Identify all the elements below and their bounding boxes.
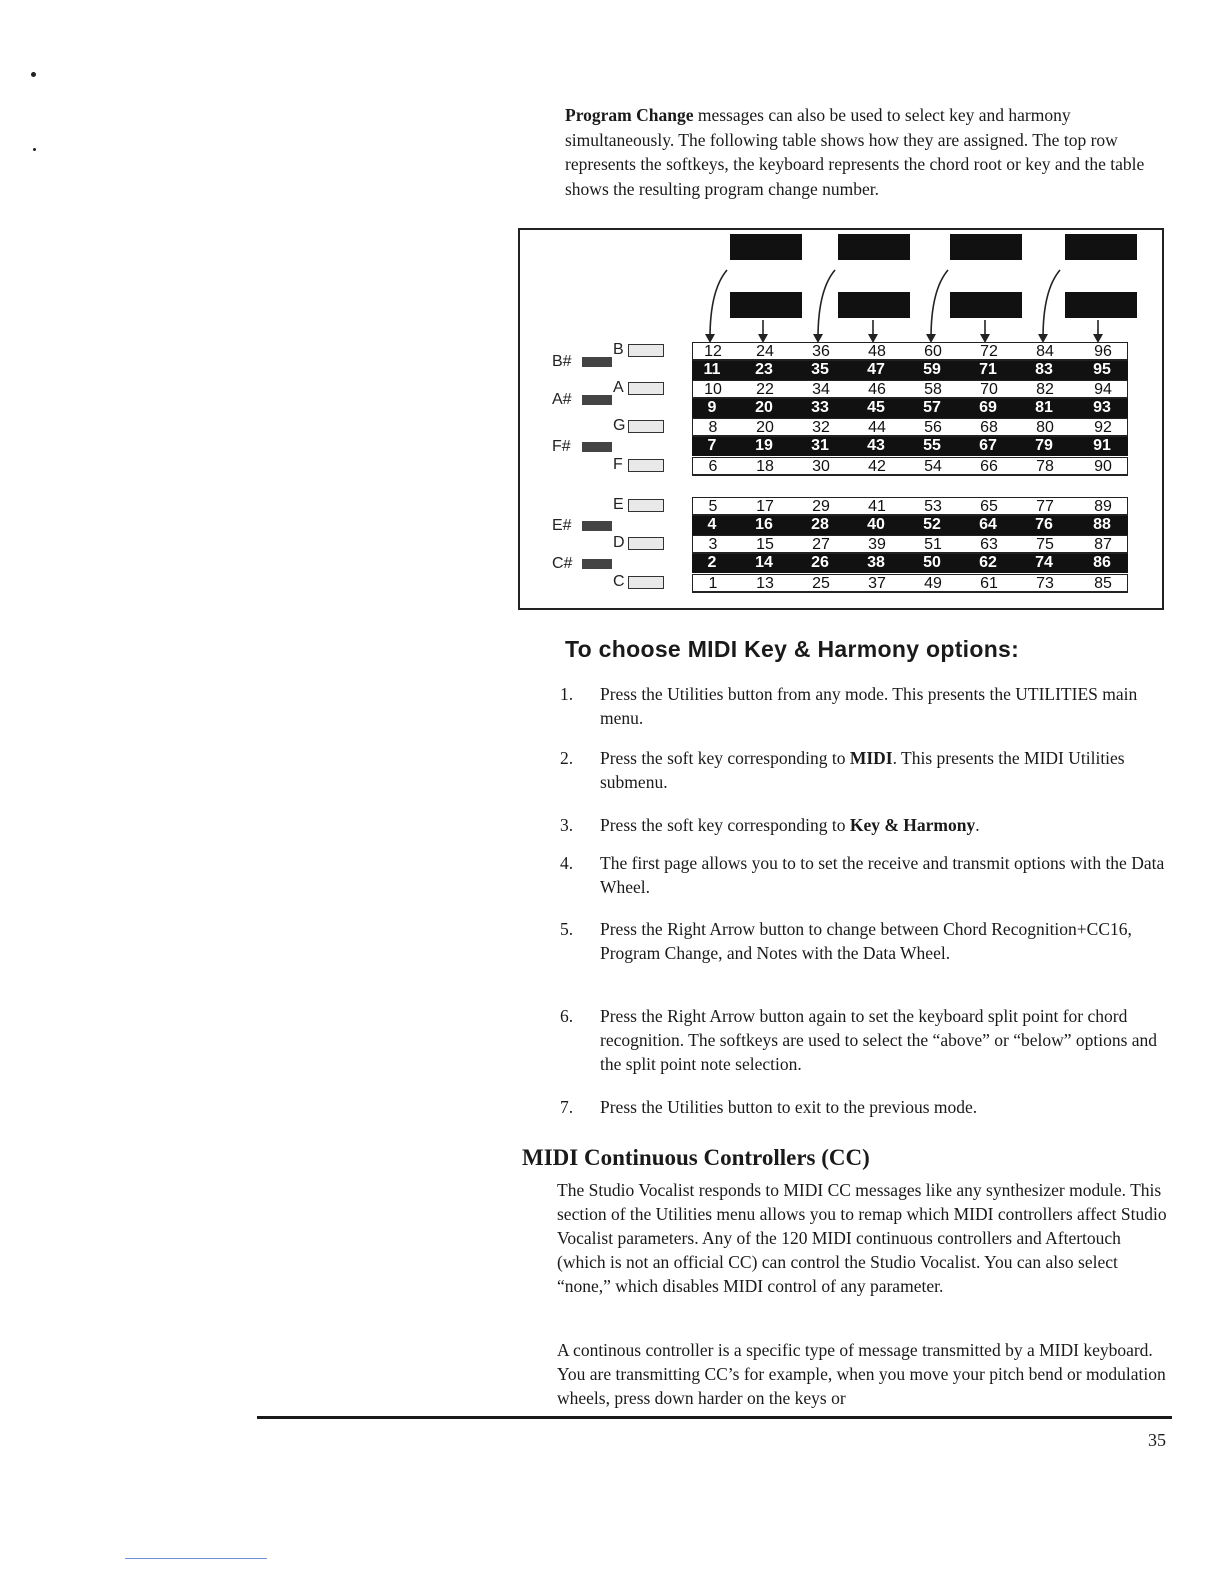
program-number: 54 — [924, 458, 942, 475]
body-paragraph: A continous controller is a specific type of message transmitted by a MIDI keyboard. You are transmitting CC’s for example, when you move your pitch bend or modulation wheels, press down harder on the keys or — [557, 1340, 1166, 1408]
program-number: 48 — [868, 343, 886, 360]
program-number: 49 — [924, 575, 942, 592]
table-row — [692, 497, 1128, 516]
program-number: 96 — [1094, 343, 1112, 360]
black-key — [582, 395, 612, 405]
key-label: E — [613, 496, 624, 513]
program-number: 53 — [924, 498, 942, 515]
program-number: 68 — [980, 419, 998, 436]
program-number: 67 — [979, 437, 997, 454]
program-number: 92 — [1094, 419, 1112, 436]
program-number: 77 — [1036, 498, 1054, 515]
step-number: 5. — [560, 919, 574, 939]
step-text: Press the Utilities button from any mode. This presents the UTILITIES main menu. — [600, 684, 1138, 728]
program-number: 38 — [867, 554, 885, 571]
program-number: 89 — [1094, 498, 1112, 515]
program-number: 73 — [1036, 575, 1054, 592]
program-number: 45 — [867, 399, 885, 416]
program-number: 12 — [704, 343, 722, 360]
white-key — [628, 420, 664, 433]
program-number: 24 — [756, 343, 774, 360]
step-text-pre: Press the soft key corresponding to — [600, 815, 850, 835]
program-number: 61 — [980, 575, 998, 592]
key-label: D — [613, 534, 625, 551]
table-row — [692, 342, 1128, 361]
program-number: 28 — [811, 516, 829, 533]
program-number: 31 — [811, 437, 829, 454]
program-number: 20 — [755, 399, 773, 416]
program-number: 76 — [1035, 516, 1053, 533]
step-text — [600, 746, 1170, 794]
program-number: 37 — [868, 575, 886, 592]
program-number: 80 — [1036, 419, 1054, 436]
program-number: 81 — [1035, 399, 1053, 416]
program-number: 43 — [867, 437, 885, 454]
program-number: 23 — [755, 361, 773, 378]
margin-dot — [31, 72, 36, 77]
table-row — [692, 418, 1128, 437]
program-number: 26 — [811, 554, 829, 571]
program-number: 52 — [923, 516, 941, 533]
intro-paragraph — [565, 103, 1175, 201]
body-paragraph: The Studio Vocalist responds to MIDI CC messages like any synthesizer module. This section of the Utilities menu allows you to remap which MIDI controllers affect Studio Vocalist parameters. Any of the 120 MIDI continuous controllers and Aftertouch (which is not an official CC) can control the Studio Vocalist. You can also select “none,” which disables MIDI control of any parameter. — [557, 1180, 1167, 1296]
program-number: 50 — [923, 554, 941, 571]
white-key — [628, 499, 664, 512]
program-number: 62 — [979, 554, 997, 571]
key-label: F — [613, 456, 623, 473]
program-number: 83 — [1035, 361, 1053, 378]
program-number: 41 — [868, 498, 886, 515]
program-number: 78 — [1036, 458, 1054, 475]
program-number: 30 — [812, 458, 830, 475]
white-key — [628, 537, 664, 550]
program-number: 6 — [708, 458, 718, 475]
program-number: 7 — [707, 437, 717, 454]
program-number: 46 — [868, 381, 886, 398]
program-number: 13 — [756, 575, 774, 592]
softkey-arrows — [520, 230, 1162, 350]
program-number: 56 — [924, 419, 942, 436]
program-number: 9 — [707, 399, 717, 416]
program-number: 58 — [924, 381, 942, 398]
key-label: A — [613, 379, 624, 396]
program-number: 57 — [923, 399, 941, 416]
margin-dot — [33, 148, 36, 151]
program-number: 39 — [868, 536, 886, 553]
step-number: 1. — [560, 684, 574, 704]
table-row — [692, 437, 1128, 456]
white-key — [628, 459, 664, 472]
key-label: G — [613, 417, 626, 434]
program-number: 27 — [812, 536, 830, 553]
program-number: 55 — [923, 437, 941, 454]
program-number: 59 — [923, 361, 941, 378]
black-key — [582, 559, 612, 569]
step-text: The first page allows you to to set the receive and transmit options with the Data Wheel. — [600, 853, 1165, 897]
step-number: 7. — [560, 1097, 574, 1117]
white-key — [628, 344, 664, 357]
program-number: 33 — [811, 399, 829, 416]
program-number: 3 — [708, 536, 718, 553]
intro-lead: Program Change — [565, 105, 694, 125]
intro-text: messages can also be used to select key and harmony simultaneously. The following table shows how they are assigned. The top row represents the softkeys, the keyboard represents the chord root or key and the table shows the resulting program change number. — [565, 105, 1145, 199]
program-number: 64 — [979, 516, 997, 533]
program-number: 95 — [1093, 361, 1111, 378]
program-number: 2 — [707, 554, 717, 571]
program-number: 22 — [756, 381, 774, 398]
program-number: 87 — [1094, 536, 1112, 553]
step-text: Press the Right Arrow button again to set the keyboard split point for chord recognition. The softkeys are used to select the “above” or “below” options and the split point note selection. — [600, 1006, 1158, 1074]
program-number: 47 — [867, 361, 885, 378]
black-key — [582, 521, 612, 531]
key-label: C — [613, 573, 625, 590]
program-number: 40 — [867, 516, 885, 533]
program-number: 17 — [756, 498, 774, 515]
program-number: 10 — [704, 381, 722, 398]
program-number: 51 — [924, 536, 942, 553]
program-number: 18 — [756, 458, 774, 475]
table-row — [692, 457, 1128, 476]
sharp-key-label: E# — [552, 517, 572, 534]
program-number: 84 — [1036, 343, 1054, 360]
step-text: Press the Utilities button to exit to the previous mode. — [600, 1097, 978, 1117]
program-number: 14 — [755, 554, 773, 571]
table-row — [692, 361, 1128, 380]
program-number: 20 — [756, 419, 774, 436]
step-text: Press the Right Arrow button to change between Chord Recognition+CC16, Program Change, and Notes with the Data Wheel. — [600, 919, 1132, 963]
program-number: 25 — [812, 575, 830, 592]
program-number: 19 — [755, 437, 773, 454]
program-number: 34 — [812, 381, 830, 398]
key-label: B — [613, 341, 624, 358]
program-number: 15 — [756, 536, 774, 553]
program-number: 11 — [703, 361, 721, 378]
program-number: 74 — [1035, 554, 1053, 571]
step-text — [600, 813, 1170, 837]
program-number: 16 — [755, 516, 773, 533]
step-text-post: . — [975, 815, 980, 835]
program-number: 91 — [1093, 437, 1111, 454]
program-change-figure — [518, 228, 1164, 610]
sharp-key-label: B# — [552, 353, 572, 370]
program-number: 35 — [811, 361, 829, 378]
program-number: 65 — [980, 498, 998, 515]
program-number: 1 — [708, 575, 718, 592]
program-number: 82 — [1036, 381, 1054, 398]
program-number: 75 — [1036, 536, 1054, 553]
table-row — [692, 516, 1128, 535]
sharp-key-label: A# — [552, 391, 572, 408]
program-number: 63 — [980, 536, 998, 553]
footer-rule — [257, 1416, 1172, 1419]
program-number: 44 — [868, 419, 886, 436]
black-key — [582, 357, 612, 367]
program-number: 66 — [980, 458, 998, 475]
program-number: 85 — [1094, 575, 1112, 592]
white-key — [628, 382, 664, 395]
program-number: 94 — [1094, 381, 1112, 398]
program-number: 71 — [979, 361, 997, 378]
program-number: 86 — [1093, 554, 1111, 571]
table-row — [692, 399, 1128, 418]
program-number: 5 — [708, 498, 718, 515]
step-text-bold: MIDI — [849, 748, 893, 768]
sharp-key-label: F# — [552, 438, 571, 455]
program-number: 8 — [708, 419, 718, 436]
program-number: 79 — [1035, 437, 1053, 454]
table-row — [692, 574, 1128, 593]
program-number: 69 — [979, 399, 997, 416]
table-row — [692, 380, 1128, 399]
program-number: 42 — [868, 458, 886, 475]
step-text-post: . This presents the MIDI Utilities submenu. — [600, 748, 1125, 792]
page-number: 35 — [1148, 1430, 1166, 1450]
program-number: 70 — [980, 381, 998, 398]
scan-artifact-line — [125, 1558, 267, 1559]
program-number: 4 — [707, 516, 717, 533]
section-heading: To choose MIDI Key & Harmony options: — [565, 636, 1020, 662]
black-key — [582, 442, 612, 452]
step-number: 3. — [560, 815, 574, 835]
step-number: 6. — [560, 1006, 574, 1026]
step-number: 4. — [560, 853, 574, 873]
program-number: 60 — [924, 343, 942, 360]
program-number: 29 — [812, 498, 830, 515]
table-row — [692, 554, 1128, 573]
program-number: 32 — [812, 419, 830, 436]
program-number: 88 — [1093, 516, 1111, 533]
step-number: 2. — [560, 748, 574, 768]
program-number: 90 — [1094, 458, 1112, 475]
white-key — [628, 576, 664, 589]
table-row — [692, 535, 1128, 554]
program-number: 36 — [812, 343, 830, 360]
section-title: MIDI Continuous Controllers (CC) — [522, 1145, 870, 1170]
program-number: 72 — [980, 343, 998, 360]
sharp-key-label: C# — [552, 555, 573, 572]
program-number: 93 — [1093, 399, 1111, 416]
step-text-pre: Press the soft key corresponding to — [600, 748, 850, 768]
step-text-bold: Key & Harmony — [849, 815, 976, 835]
